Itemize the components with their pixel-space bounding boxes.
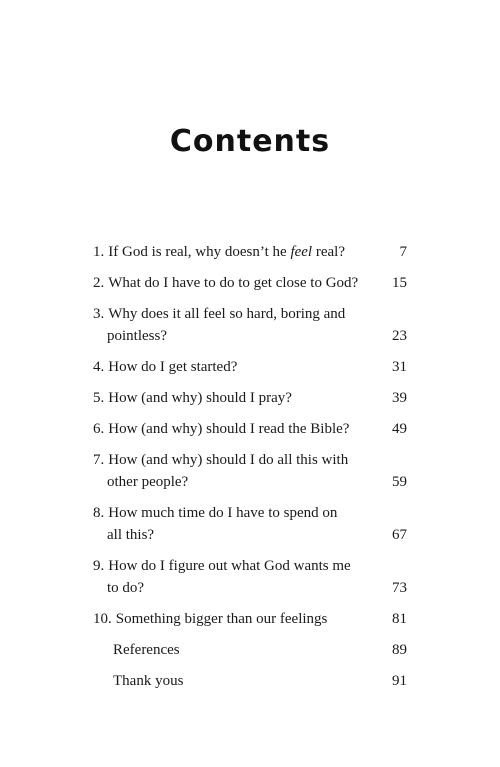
toc-entry-7	[93, 449, 407, 493]
toc-entry-number: 1.	[93, 244, 105, 260]
toc-entry-2	[93, 272, 407, 294]
toc-entry-title: Thank yous	[113, 673, 184, 689]
toc-entry-3	[93, 303, 407, 347]
toc-entry-title: 10. Something bigger than our feelings	[93, 611, 328, 627]
toc-entry-5	[93, 387, 407, 409]
toc-page-number: 67	[392, 527, 407, 543]
toc-page-number: 31	[392, 359, 407, 375]
table-of-contents	[93, 241, 407, 701]
toc-page-number: 49	[392, 421, 407, 437]
toc-entry-4	[93, 356, 407, 378]
toc-entry-number: 10.	[93, 611, 112, 627]
toc-entry-title: 7. How (and why) should I do all this with other people?	[93, 452, 349, 490]
toc-page-number: 59	[392, 474, 407, 490]
toc-entry-6	[93, 418, 407, 440]
toc-entry-10	[93, 608, 407, 630]
page-title: Contents	[169, 124, 331, 159]
toc-entry-number: 3.	[93, 306, 105, 322]
toc-entry-title: 1. If God is real, why doesn’t he feel real?	[93, 244, 345, 260]
toc-entry-title: 4. How do I get started?	[93, 359, 238, 375]
toc-entry-8	[93, 502, 407, 546]
toc-page-number: 15	[392, 275, 407, 291]
toc-page-number: 89	[392, 642, 407, 658]
toc-entry-thank-yous	[93, 670, 407, 692]
toc-entry-number: 6.	[93, 421, 105, 437]
toc-entry-number: 5.	[93, 390, 105, 406]
toc-entry-references	[93, 639, 407, 661]
emphasis-text: feel	[290, 244, 313, 260]
toc-entry-number: 2.	[93, 275, 105, 291]
toc-page-number: 81	[392, 611, 407, 627]
toc-page-number: 73	[392, 580, 407, 596]
toc-entry-title: 6. How (and why) should I read the Bible?	[93, 421, 350, 437]
toc-entry-1	[93, 241, 407, 263]
toc-entry-number: 9.	[93, 558, 105, 574]
toc-page-number: 39	[392, 390, 407, 406]
toc-page-number: 7	[399, 244, 407, 260]
toc-entry-title: References	[113, 642, 180, 658]
toc-entry-title: 5. How (and why) should I pray?	[93, 390, 292, 406]
toc-entry-number: 4.	[93, 359, 105, 375]
toc-entry-title: 3. Why does it all feel so hard, boring and pointless?	[93, 306, 346, 344]
toc-entry-9	[93, 555, 407, 599]
toc-page-number: 91	[392, 673, 407, 689]
toc-entry-title: 9. How do I figure out what God wants me to do?	[93, 558, 351, 596]
toc-entry-title: 2. What do I have to do to get close to God?	[93, 275, 359, 291]
toc-entry-title: 8. How much time do I have to spend on all this?	[93, 505, 338, 543]
toc-entry-number: 7.	[93, 452, 105, 468]
toc-entry-number: 8.	[93, 505, 105, 521]
toc-page-number: 23	[392, 328, 407, 344]
